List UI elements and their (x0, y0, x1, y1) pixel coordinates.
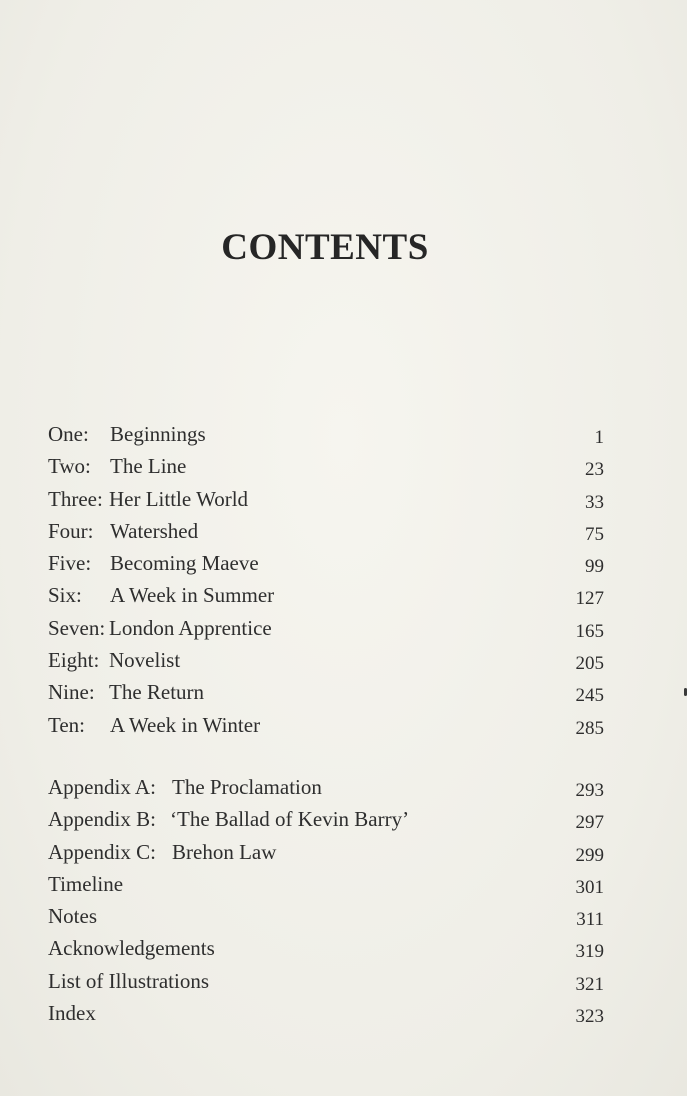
appendix-title: Brehon Law (172, 839, 277, 864)
page-number: 321 (575, 973, 604, 995)
page-number: 1 (594, 427, 604, 448)
chapter-title: A Week in Winter (110, 712, 261, 737)
page-number: 319 (575, 941, 604, 963)
section-title: Notes (48, 904, 97, 929)
toc-row (48, 579, 604, 611)
page-number: 165 (575, 620, 604, 642)
toc-row (48, 771, 604, 803)
appendix-label: Appendix C: (48, 839, 156, 864)
page-number: 127 (575, 588, 604, 610)
page-number: 245 (575, 685, 604, 707)
toc-row (48, 547, 604, 579)
toc-row (48, 836, 604, 868)
page-number: 99 (585, 556, 604, 578)
section-title: Timeline (48, 871, 124, 896)
chapter-number: Ten: (48, 712, 86, 737)
chapter-title: Becoming Maeve (110, 551, 259, 576)
toc-row (48, 932, 604, 964)
chapter-title: Beginnings (110, 422, 206, 446)
chapter-title: Novelist (109, 648, 181, 673)
toc-row (48, 803, 604, 835)
chapter-number: Two: (48, 454, 91, 479)
chapter-number: Eight: (48, 648, 100, 673)
page-number: 205 (575, 653, 604, 675)
chapter-number: Five: (48, 551, 92, 576)
page-title: CONTENTS (221, 227, 429, 268)
chapter-title: The Line (110, 454, 187, 479)
appendix-title: ‘The Ballad of Kevin Barry’ (170, 807, 410, 832)
toc-row (48, 868, 604, 900)
toc-row (48, 450, 604, 482)
toc-row (48, 515, 604, 547)
toc-row (48, 900, 604, 932)
page-number: 75 (585, 523, 604, 545)
toc-row (48, 483, 604, 515)
back-matter-list (48, 771, 604, 1029)
page-number: 285 (575, 717, 604, 739)
chapter-number: Seven: (48, 615, 106, 640)
toc-row (48, 965, 604, 997)
section-title: Index (48, 1001, 96, 1026)
page-number: 301 (575, 876, 604, 898)
page-number: 297 (575, 812, 604, 834)
chapter-number: One: (48, 422, 89, 446)
toc-row (48, 709, 604, 741)
chapter-number: Nine: (48, 680, 95, 705)
toc-row (48, 612, 604, 644)
chapter-number: Three: (48, 486, 103, 511)
chapter-title: Her Little World (109, 486, 249, 511)
chapter-title: The Return (109, 680, 205, 705)
page-number: 311 (576, 909, 604, 931)
page-number: 293 (575, 780, 604, 801)
page-number: 299 (575, 844, 604, 866)
chapter-title: Watershed (110, 518, 199, 543)
chapter-number: Four: (48, 518, 94, 543)
toc-row (48, 997, 604, 1029)
appendix-title: The Proclamation (172, 775, 322, 799)
chapter-number: Six: (48, 583, 82, 608)
section-title: List of Illustrations (48, 968, 209, 993)
page-number: 23 (585, 459, 604, 481)
section-title: Acknowledgements (48, 936, 215, 961)
appendix-label: Appendix B: (48, 807, 156, 832)
chapter-title: London Apprentice (109, 615, 272, 640)
toc-row (48, 418, 604, 450)
chapter-title: A Week in Summer (110, 583, 275, 608)
chapter-list (48, 418, 604, 741)
page-number: 33 (585, 491, 604, 513)
page-number: 323 (575, 1006, 604, 1028)
toc-row (48, 676, 604, 708)
toc-row (48, 644, 604, 676)
appendix-label: Appendix A: (48, 775, 156, 799)
